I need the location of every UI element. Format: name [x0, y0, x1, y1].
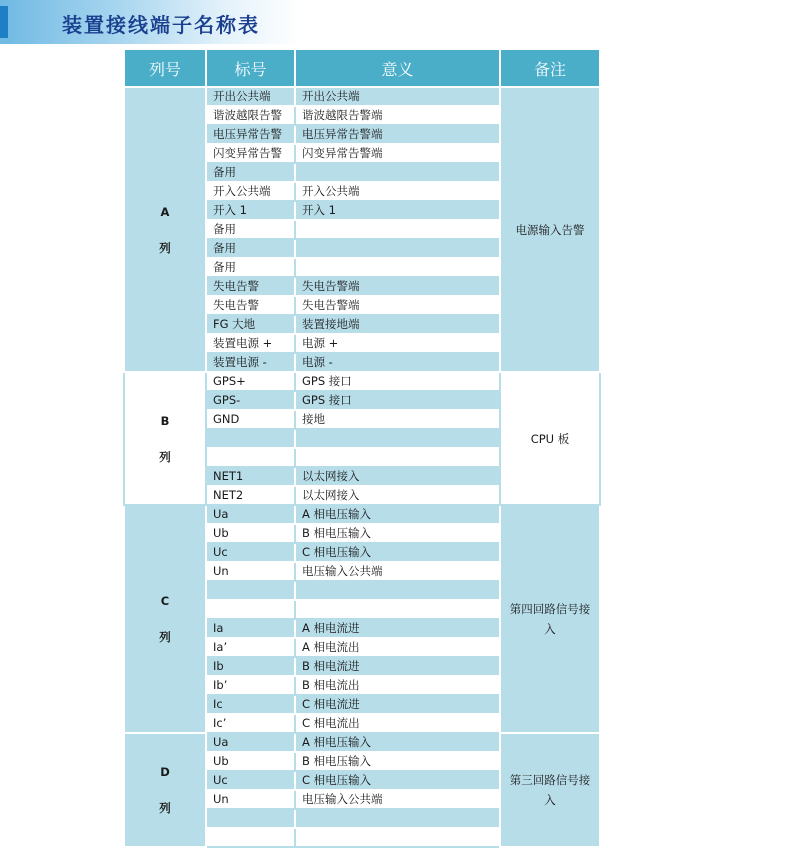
- terminal-meaning-cell: 电压输入公共端: [295, 562, 500, 581]
- terminal-mark-cell: Uc: [206, 771, 295, 790]
- terminal-mark-cell: 开入公共端: [206, 182, 295, 201]
- group-letter: C: [160, 594, 170, 608]
- group-letter: B: [160, 413, 170, 428]
- terminal-mark-cell: Ic’: [206, 714, 295, 733]
- header-mark: 标号: [206, 49, 295, 87]
- terminal-mark-cell: 失电告警: [206, 296, 295, 315]
- terminal-meaning-cell: 电压输入公共端: [295, 790, 500, 809]
- group-suffix: 列: [159, 630, 171, 644]
- group-label-d: [124, 733, 206, 847]
- group-note-a: 电源输入告警: [500, 87, 600, 372]
- terminal-mark-cell: Ua: [206, 733, 295, 752]
- terminal-meaning-cell: A 相电压输入: [295, 505, 500, 524]
- terminal-mark-cell: 装置电源 -: [206, 353, 295, 372]
- terminal-table: [123, 48, 601, 848]
- title-banner: [0, 0, 300, 44]
- terminal-meaning-cell: 闪变异常告警端: [295, 144, 500, 163]
- table-header-row: [124, 49, 600, 87]
- terminal-meaning-cell: 电压异常告警端: [295, 125, 500, 144]
- terminal-meaning-cell: [295, 581, 500, 600]
- table-row: [124, 505, 600, 524]
- terminal-meaning-cell: 以太网接入: [295, 486, 500, 505]
- terminal-mark-cell: [206, 429, 295, 448]
- group-suffix: 列: [159, 240, 171, 255]
- terminal-mark-cell: Ib’: [206, 676, 295, 695]
- terminal-meaning-cell: B 相电压输入: [295, 752, 500, 771]
- terminal-meaning-cell: [295, 163, 500, 182]
- terminal-meaning-cell: 开入 1: [295, 201, 500, 220]
- group-suffix: 列: [159, 449, 171, 464]
- header-meaning: 意义: [295, 49, 500, 87]
- terminal-mark-cell: 备用: [206, 220, 295, 239]
- terminal-meaning-cell: 以太网接入: [295, 467, 500, 486]
- terminal-meaning-cell: B 相电压输入: [295, 524, 500, 543]
- terminal-mark-cell: 开出公共端: [206, 87, 295, 106]
- terminal-mark-cell: [206, 600, 295, 619]
- terminal-meaning-cell: C 相电压输入: [295, 771, 500, 790]
- terminal-mark-cell: Ub: [206, 524, 295, 543]
- group-note-b: CPU 板: [500, 372, 600, 505]
- table-body: [124, 87, 600, 847]
- terminal-meaning-cell: [295, 239, 500, 258]
- terminal-meaning-cell: 开出公共端: [295, 87, 500, 106]
- terminal-meaning-cell: [295, 828, 500, 847]
- terminal-mark-cell: 备用: [206, 163, 295, 182]
- terminal-mark-cell: GND: [206, 410, 295, 429]
- terminal-mark-cell: GPS-: [206, 391, 295, 410]
- terminal-meaning-cell: 电源 -: [295, 353, 500, 372]
- terminal-meaning-cell: A 相电压输入: [295, 733, 500, 752]
- table-row: [124, 733, 600, 752]
- group-suffix: 列: [159, 801, 171, 815]
- group-label-a: [124, 87, 206, 372]
- terminal-meaning-cell: 接地: [295, 410, 500, 429]
- title-accent-bar: [0, 6, 8, 38]
- terminal-mark-cell: [206, 828, 295, 847]
- terminal-mark-cell: [206, 809, 295, 828]
- terminal-table-container: [123, 48, 599, 851]
- terminal-meaning-cell: [295, 258, 500, 277]
- terminal-meaning-cell: 电源 +: [295, 334, 500, 353]
- terminal-mark-cell: [206, 581, 295, 600]
- terminal-meaning-cell: 失电告警端: [295, 296, 500, 315]
- terminal-mark-cell: Un: [206, 562, 295, 581]
- terminal-mark-cell: 装置电源 +: [206, 334, 295, 353]
- terminal-mark-cell: Ia: [206, 619, 295, 638]
- page-title: 装置接线端子名称表: [62, 13, 260, 37]
- terminal-mark-cell: Uc: [206, 543, 295, 562]
- terminal-mark-cell: Ua: [206, 505, 295, 524]
- terminal-meaning-cell: C 相电压输入: [295, 543, 500, 562]
- group-letter: A: [160, 204, 170, 219]
- terminal-mark-cell: GPS+: [206, 372, 295, 391]
- terminal-meaning-cell: A 相电流出: [295, 638, 500, 657]
- terminal-mark-cell: Ic: [206, 695, 295, 714]
- group-note-d: 第三回路信号接入: [500, 733, 600, 847]
- terminal-mark-cell: FG 大地: [206, 315, 295, 334]
- terminal-mark-cell: 开入 1: [206, 201, 295, 220]
- header-note: 备注: [500, 49, 600, 87]
- table-row: [124, 372, 600, 391]
- terminal-meaning-cell: C 相电流进: [295, 695, 500, 714]
- terminal-meaning-cell: [295, 220, 500, 239]
- terminal-mark-cell: 谐波越限告警: [206, 106, 295, 125]
- group-label-c: [124, 505, 206, 733]
- terminal-mark-cell: Ub: [206, 752, 295, 771]
- terminal-meaning-cell: GPS 接口: [295, 391, 500, 410]
- terminal-mark-cell: Un: [206, 790, 295, 809]
- terminal-meaning-cell: 装置接地端: [295, 315, 500, 334]
- terminal-meaning-cell: [295, 809, 500, 828]
- terminal-mark-cell: 备用: [206, 239, 295, 258]
- terminal-meaning-cell: B 相电流出: [295, 676, 500, 695]
- terminal-mark-cell: 失电告警: [206, 277, 295, 296]
- terminal-meaning-cell: GPS 接口: [295, 372, 500, 391]
- group-letter: D: [160, 765, 170, 779]
- terminal-mark-cell: 电压异常告警: [206, 125, 295, 144]
- terminal-meaning-cell: C 相电流出: [295, 714, 500, 733]
- terminal-meaning-cell: A 相电流进: [295, 619, 500, 638]
- group-note-c: 第四回路信号接入: [500, 505, 600, 733]
- terminal-meaning-cell: 开入公共端: [295, 182, 500, 201]
- terminal-mark-cell: NET1: [206, 467, 295, 486]
- terminal-meaning-cell: [295, 429, 500, 448]
- terminal-mark-cell: [206, 448, 295, 467]
- terminal-meaning-cell: [295, 600, 500, 619]
- terminal-meaning-cell: [295, 448, 500, 467]
- terminal-mark-cell: 闪变异常告警: [206, 144, 295, 163]
- terminal-mark-cell: Ia’: [206, 638, 295, 657]
- terminal-mark-cell: Ib: [206, 657, 295, 676]
- terminal-mark-cell: 备用: [206, 258, 295, 277]
- table-row: [124, 87, 600, 106]
- terminal-meaning-cell: 失电告警端: [295, 277, 500, 296]
- header-col: 列号: [124, 49, 206, 87]
- terminal-mark-cell: NET2: [206, 486, 295, 505]
- group-label-b: [124, 372, 206, 505]
- terminal-meaning-cell: 谐波越限告警端: [295, 106, 500, 125]
- terminal-meaning-cell: B 相电流进: [295, 657, 500, 676]
